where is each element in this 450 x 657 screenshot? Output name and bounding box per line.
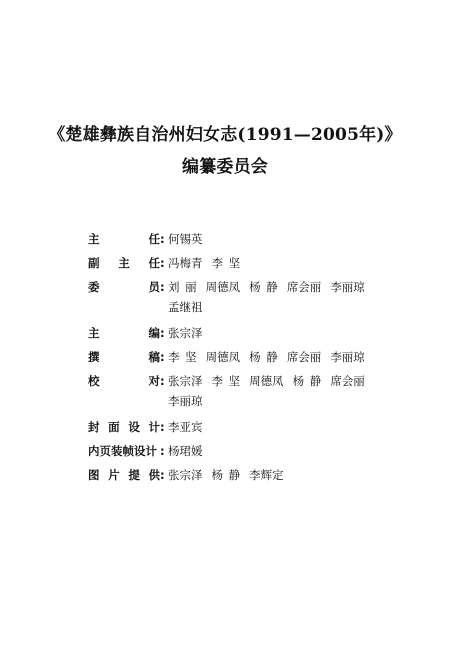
credit-names xyxy=(168,229,408,249)
credit-names xyxy=(168,371,408,411)
credit-label: 主 编 xyxy=(88,326,160,340)
credit-row xyxy=(88,229,408,253)
credit-label: 内 页 装 帧 设 计 xyxy=(88,444,157,458)
person-name: 杨 静 xyxy=(292,374,322,388)
person-name: 席会丽 xyxy=(286,280,322,294)
credit-row xyxy=(88,347,408,371)
credit-colon: : xyxy=(160,444,165,458)
person-name: 杨珺媛 xyxy=(168,444,203,458)
title-block xyxy=(0,122,450,180)
credit-label: 校 对 xyxy=(88,374,160,388)
person-name: 李丽琼 xyxy=(330,350,365,364)
credit-row xyxy=(88,277,408,323)
person-name: 周德凤 xyxy=(205,280,241,294)
credit-row xyxy=(88,253,408,277)
credit-colon: : xyxy=(160,468,165,482)
credit-names xyxy=(168,253,408,273)
person-name: 冯梅青 xyxy=(168,256,203,270)
person-name: 席会丽 xyxy=(330,374,365,388)
credit-row xyxy=(88,417,408,441)
credit-names xyxy=(168,323,408,343)
credits-list xyxy=(88,229,408,489)
credit-names xyxy=(168,347,408,367)
credit-names xyxy=(168,417,408,437)
person-name: 杨 静 xyxy=(249,350,278,364)
credit-names xyxy=(168,441,408,461)
credit-label: 封 面 设 计 xyxy=(88,420,160,434)
credit-label: 委 员 xyxy=(88,280,160,294)
credit-label: 图 片 提 供 xyxy=(88,468,160,482)
person-name: 刘 丽 xyxy=(168,280,197,294)
credit-colon: : xyxy=(160,256,165,270)
person-name: 张宗泽 xyxy=(168,326,203,340)
credit-colon: : xyxy=(160,232,165,246)
person-name: 周德凤 xyxy=(205,350,241,364)
person-name: 李辉定 xyxy=(249,468,284,482)
credit-colon: : xyxy=(160,374,165,388)
person-name: 李亚宾 xyxy=(168,420,203,434)
person-name: 张宗泽 xyxy=(168,374,203,388)
person-name: 席会丽 xyxy=(286,350,322,364)
credit-row xyxy=(88,441,408,465)
person-name: 李 坚 xyxy=(168,350,197,364)
person-name: 李 坚 xyxy=(211,256,241,270)
credit-colon: : xyxy=(160,280,165,294)
person-name: 杨 静 xyxy=(211,468,241,482)
person-name: 李丽琼 xyxy=(168,394,203,408)
credit-label: 副 主 任 xyxy=(88,256,160,270)
person-name: 张宗泽 xyxy=(168,468,203,482)
credit-colon: : xyxy=(160,420,165,434)
person-name: 孟继祖 xyxy=(168,300,203,314)
person-name: 何锡英 xyxy=(168,232,203,246)
credit-colon: : xyxy=(160,326,165,340)
credit-names xyxy=(168,465,408,485)
credit-label: 撰 稿 xyxy=(88,350,160,364)
book-title: 《楚雄彝族自治州妇女志(1991—2005年)》 xyxy=(48,125,402,145)
person-name: 李丽琼 xyxy=(330,280,365,294)
credit-label: 主 任 xyxy=(88,232,160,246)
person-name: 杨 静 xyxy=(249,280,278,294)
credit-row xyxy=(88,323,408,347)
committee-heading: 编纂委员会 xyxy=(182,157,268,177)
credit-colon: : xyxy=(160,350,165,364)
credit-row xyxy=(88,465,408,489)
credit-names xyxy=(168,277,408,317)
credit-row xyxy=(88,371,408,417)
person-name: 周德凤 xyxy=(249,374,284,388)
person-name: 李 坚 xyxy=(211,374,241,388)
